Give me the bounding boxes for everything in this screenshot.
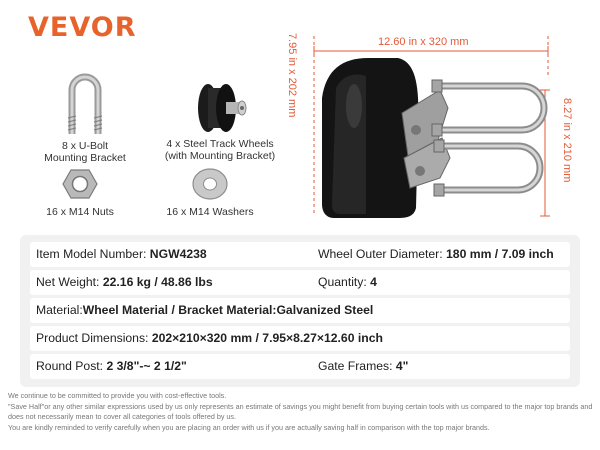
spec-row xyxy=(30,354,570,379)
u-bolt-icon xyxy=(62,68,108,136)
nut-icon xyxy=(62,168,98,200)
spec-value: 4" xyxy=(395,359,409,373)
part-label-line1: 4 x Steel Track Wheels xyxy=(166,138,274,150)
spec-label: Product Dimensions: xyxy=(36,331,152,345)
spec-value: 22.16 kg / 48.86 lbs xyxy=(102,275,213,289)
part-label-line2: (with Mounting Bracket) xyxy=(164,150,276,162)
product-image xyxy=(290,28,600,233)
part-washer xyxy=(150,168,270,218)
spec-label: Round Post: xyxy=(36,359,107,373)
track-wheel-icon xyxy=(190,82,250,134)
spec-value: 2 3/8"-~ 2 1/2" xyxy=(106,359,187,373)
spec-value: Wheel Material / Bracket Material:Galvanized Steel xyxy=(82,303,374,317)
disclaimer xyxy=(8,391,596,433)
u-bolts xyxy=(440,86,544,190)
part-label-line2: Mounting Bracket xyxy=(44,152,126,164)
part-label: 16 x M14 Nuts xyxy=(46,206,114,218)
part-label-line1: 8 x U-Bolt xyxy=(61,140,109,152)
disclaimer-line: We continue to be committed to provide you with cost-effective tools. xyxy=(8,391,227,400)
spec-label: Item Model Number: xyxy=(36,247,150,261)
dimension-width: 12.60 in x 320 mm xyxy=(378,36,469,48)
spec-row xyxy=(30,270,570,295)
part-track-wheel xyxy=(140,82,300,162)
spec-label: Net Weight: xyxy=(36,275,103,289)
brand-logo: VEVOR xyxy=(28,12,137,43)
washer-icon xyxy=(192,168,228,200)
part-u-bolt xyxy=(25,68,145,164)
disclaimer-line: "Save Half"or any other similar expressions used by us only represents an estimate of savings you might benefit from buying certain tools with us compared to the major top brands and does not necessarily mean to cover all categories of tools offered by us. xyxy=(8,401,593,421)
spec-value: 4 xyxy=(370,275,377,289)
spec-row xyxy=(30,242,570,267)
dimension-depth: 8.27 in x 210 mm xyxy=(561,98,573,183)
spec-row xyxy=(30,298,570,323)
spec-right xyxy=(318,242,554,267)
spec-right xyxy=(318,354,408,379)
spec-row xyxy=(30,326,570,351)
spec-value: NGW4238 xyxy=(149,247,207,261)
spec-label: Gate Frames: xyxy=(318,359,396,373)
spec-value: 180 mm / 7.09 inch xyxy=(446,247,554,261)
spec-value: 202×210×320 mm / 7.95×8.27×12.60 inch xyxy=(151,331,383,345)
spec-label: Wheel Outer Diameter: xyxy=(318,247,447,261)
dimension-height: 7.95 in x 202 mm xyxy=(286,33,298,118)
spec-table xyxy=(20,235,580,387)
spec-label: Material: xyxy=(36,303,83,317)
part-label: 16 x M14 Washers xyxy=(166,206,254,218)
part-nut xyxy=(25,168,135,218)
disclaimer-line: You are kindly reminded to verify carefully when you are placing an order with us if you are actually saving half in comparison with the top major brands. xyxy=(8,422,490,432)
spec-label: Quantity: xyxy=(318,275,371,289)
spec-right xyxy=(318,270,377,295)
